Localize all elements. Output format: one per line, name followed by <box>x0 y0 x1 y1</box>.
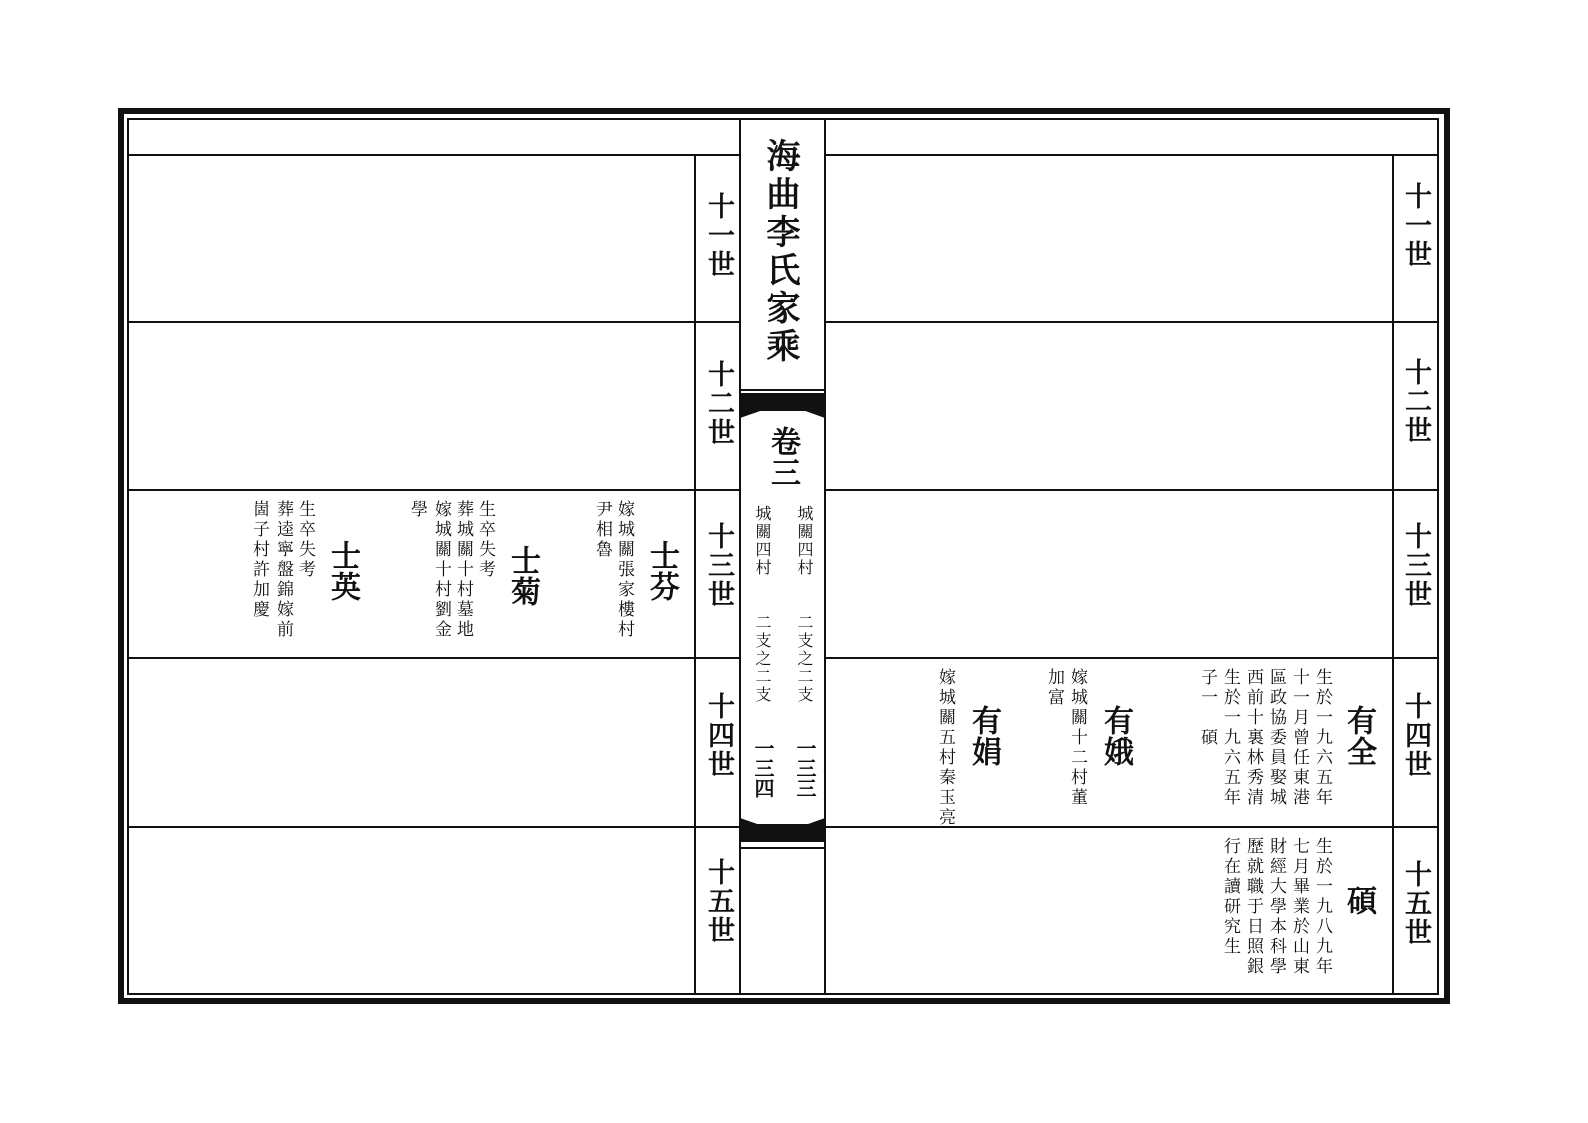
person-name: 士英 <box>325 540 360 602</box>
spine-place-right: 城關四村 <box>795 505 814 577</box>
person-note: 尹相魯 <box>592 500 612 560</box>
person-note: 歷就職于日照銀 <box>1243 837 1263 977</box>
right-generation-label: 十二世 <box>1400 358 1431 445</box>
left-generation-label: 十五世 <box>703 858 734 945</box>
spine-page-number-left: 一三四 <box>751 738 775 798</box>
person-note: 生於一九六五年 <box>1312 668 1332 808</box>
spine-place-left: 城關四村 <box>753 505 772 577</box>
person-note: 崮子村許加慶 <box>249 500 269 620</box>
left-generation-label: 十一世 <box>703 192 734 279</box>
person-note: 葬城關十村墓地 <box>453 500 473 640</box>
right-header-rule <box>826 154 1438 156</box>
person-note: 加富 <box>1044 668 1064 708</box>
left-header-rule <box>128 154 740 156</box>
person-note: 西前十裏林秀清 <box>1243 668 1263 808</box>
left-row-rule-1 <box>128 321 740 323</box>
spine-page-number-right: 一三三 <box>793 738 817 798</box>
person-note: 生卒失考 <box>475 500 495 580</box>
person-note: 嫁城關十二村董 <box>1067 668 1087 808</box>
person-name: 有娟 <box>966 705 1001 767</box>
person-note: 生於一九六五年 <box>1220 668 1240 808</box>
left-generation-label: 十二世 <box>703 360 734 447</box>
spine-branch-right: 二支之二支 <box>795 614 814 704</box>
person-note: 區政協委員娶城 <box>1266 668 1286 808</box>
person-note: 學 <box>407 500 427 520</box>
left-generation-column-rule <box>694 154 696 994</box>
person-note: 嫁城關張家樓村 <box>614 500 634 640</box>
person-name: 碩 <box>1341 885 1376 916</box>
person-note: 葬逵寧盤錦嫁前 <box>273 500 293 640</box>
right-generation-column-rule <box>1392 154 1394 994</box>
spine-branch-left: 二支之二支 <box>753 614 772 704</box>
right-generation-label: 十五世 <box>1400 860 1431 947</box>
book-title: 海曲李氏家乘 <box>760 138 800 366</box>
left-row-rule-2 <box>128 489 740 491</box>
person-note: 嫁城關五村秦玉亮 <box>935 668 955 828</box>
right-row-rule-1 <box>826 321 1438 323</box>
right-generation-label: 十一世 <box>1400 182 1431 269</box>
person-note: 行在讀研究生 <box>1220 837 1240 957</box>
right-row-rule-4 <box>826 826 1438 828</box>
person-note: 子一 碩 <box>1197 668 1217 748</box>
left-generation-label: 十三世 <box>703 522 734 609</box>
person-name: 有全 <box>1341 705 1376 767</box>
person-note: 生卒失考 <box>295 500 315 580</box>
left-generation-label: 十四世 <box>703 692 734 779</box>
person-note: 十一月曾任東港 <box>1289 668 1309 808</box>
person-name: 士菊 <box>505 545 540 607</box>
person-note: 財經大學本科學 <box>1266 837 1286 977</box>
right-generation-label: 十三世 <box>1400 522 1431 609</box>
left-row-rule-3 <box>128 657 740 659</box>
person-name: 有娥 <box>1098 705 1133 767</box>
person-note: 生於一九八九年 <box>1312 837 1332 977</box>
left-row-rule-4 <box>128 826 740 828</box>
right-generation-label: 十四世 <box>1400 692 1431 779</box>
person-note: 嫁城關十村劉金 <box>431 500 451 640</box>
right-row-rule-2 <box>826 489 1438 491</box>
person-note: 七月畢業於山東 <box>1289 837 1309 977</box>
right-row-rule-3 <box>826 657 1438 659</box>
person-name: 士芬 <box>644 540 679 602</box>
volume-label: 卷三 <box>765 426 800 488</box>
